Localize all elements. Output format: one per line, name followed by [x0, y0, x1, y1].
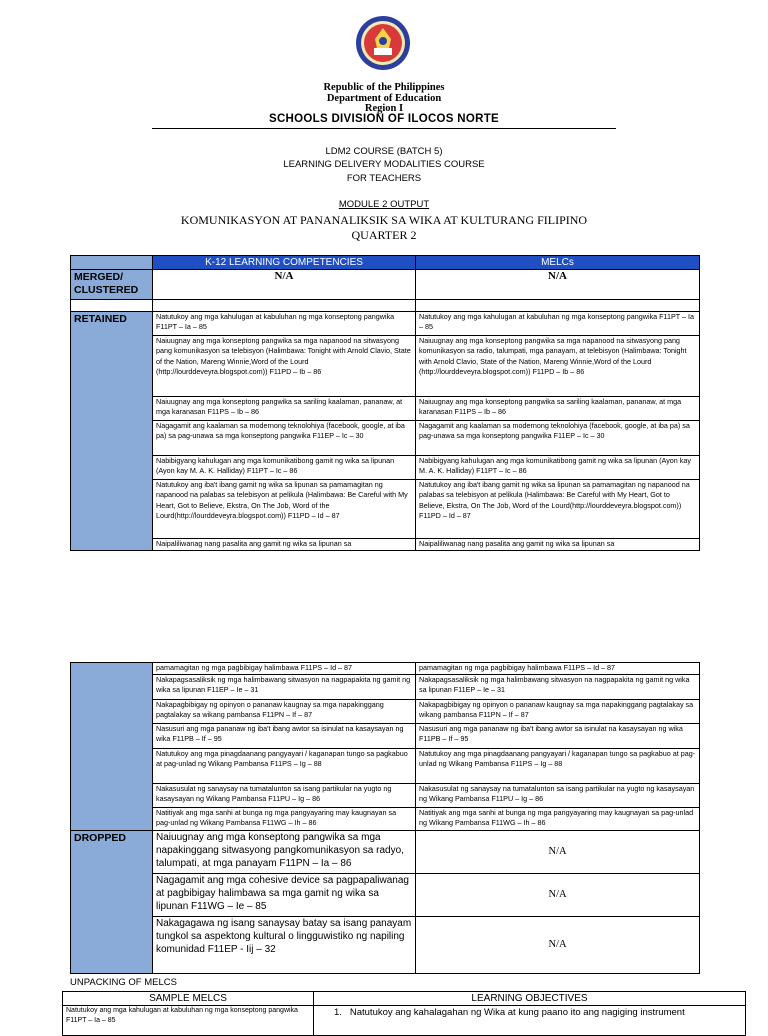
table-row: [71, 456, 700, 480]
table-row: [71, 700, 700, 724]
k12-cell: Naiuugnay ang mga konseptong pangwika sa mga napanood na sitwasyong pang komunikasyon sa telebisyon (Halimbawa: Tonight with Arnold Clavio, State of the Nation, Mareng Winnie,Word of the Lourd (http://lourddeveyra.blogspot.com)) F11PD – Ib – 86: [153, 336, 416, 397]
k12-cell: Nakagagawa ng isang sanaysay batay sa isang panayam tungkol sa aspektong kultural o lingguwistiko ng napiling komunidad F11EP - Iij – 32: [153, 917, 416, 974]
table-row: [71, 917, 700, 974]
quarter-line: QUARTER 2: [351, 228, 417, 242]
objective-text: Natutukoy ang kahalagahan ng Wika at kung paano ito ang nagiging instrument: [349, 1007, 685, 1018]
melcs-cell: Nasusuri ang mga pananaw ng iba't ibang awtor sa isinulat na kasaysayan ng wika F11PB – If – 95: [416, 724, 700, 749]
table-row: [71, 808, 700, 831]
table-row: [71, 675, 700, 700]
melcs-cell: Natutukoy ang mga pinagdaanang pangyayari / kaganapan tungo sa pagkabuo at pag-unlad ng Wikang Pambansa F11PS – Ig – 88: [416, 749, 700, 784]
table-row: [63, 1006, 746, 1036]
region-line: Region I: [364, 103, 404, 114]
k12-cell: Nakasusulat ng sanaysay na tumatalunton sa isang partikular na yugto ng kasaysayan ng Wikang Pambansa F11PU – Ig – 86: [153, 784, 416, 808]
spacer-cell: [153, 300, 416, 312]
melcs-cell: Natutukoy ang iba't ibang gamit ng wika sa lipunan sa pamamagitan ng napanood na palabas sa telebisyon at pelikula (Halimbawa: Be Careful with My Heart, Got to Believe, Ekstra, On The Job, Word of the Lourd(http://lourddeveyra.blogspot.com)) F11PD – Id – 87: [416, 480, 700, 539]
objective-cell: [314, 1006, 746, 1036]
department-line: Department of Education: [326, 93, 442, 104]
melcs-cell: Nabibigyang kahulugan ang mga komunikatibong gamit ng wika sa lipunan (Ayon kay M. A. K. Halliday) F11PT – Ic – 86: [416, 456, 700, 480]
competencies-table-continued: [70, 662, 700, 974]
table-row: [71, 784, 700, 808]
k12-cell: Natutukoy ang mga kahulugan at kabuluhan ng mga konseptong pangwika F11PT – Ia – 85: [153, 312, 416, 336]
k12-cell: Naipaliliwanag nang pasalita ang gamit ng wika sa lipunan sa: [153, 539, 416, 551]
table-row: [71, 312, 700, 336]
melcs-cell: Nagagamit ang kaalaman sa modernong teknolohiya (facebook, google, at iba pa) sa pag-unawa sa mga konseptong pangwika F11EP – Ic – 30: [416, 421, 700, 456]
k12-header: K-12 LEARNING COMPETENCIES: [153, 256, 416, 270]
merged-melcs: N/A: [416, 270, 700, 300]
k12-cell: Nagagamit ang kaalaman sa modernong teknolohiya (facebook, google, at iba pa) sa pag-unawa sa mga konseptong pangwika F11EP – Ic – 30: [153, 421, 416, 456]
spacer-cell: [71, 300, 153, 312]
merged-row: [71, 270, 700, 300]
spacer-row: [71, 300, 700, 312]
sample-melcs-header: SAMPLE MELCS: [63, 992, 314, 1006]
table-row: [71, 663, 700, 675]
melcs-cell: Nakapagsasaliksik ng mga halimbawang sitwasyon na nagpapakita ng gamit ng wika sa lipunan F11EP – Ie – 31: [416, 675, 700, 700]
sample-melc-cell: Natutukoy ang mga kahulugan at kabuluhan ng mga konseptong pangwika F11PT – Ia – 85: [63, 1006, 314, 1036]
melcs-cell: Naiuugnay ang mga konseptong pangwika sa sariling kaalaman, pananaw, at mga karanasan F11PS – Ib – 86: [416, 397, 700, 421]
objective-number: 1.: [334, 1007, 342, 1018]
melcs-cell: Nakapagbibigay ng opinyon o pananaw kaugnay sa mga napakinggang pagtalakay sa wikang pambansa F11PN – If – 87: [416, 700, 700, 724]
course-name-line: LEARNING DELIVERY MODALITIES COURSE: [283, 159, 485, 170]
k12-cell: Nakapagsasaliksik ng mga halimbawang sitwasyon na nagpapakita ng gamit ng wika sa lipunan F11EP – Ie – 31: [153, 675, 416, 700]
melcs-cell: Nakasusulat ng sanaysay na tumatalunton sa isang partikular na yugto ng kasaysayan ng Wikang Pambansa F11PU – Ig – 86: [416, 784, 700, 808]
unpacking-title: UNPACKING OF MELCS: [70, 977, 177, 988]
k12-cell: Nasusuri ang mga pananaw ng iba't ibang awtor sa isinulat na kasaysayan ng wika F11PB – If – 95: [153, 724, 416, 749]
melcs-cell: Naiuugnay ang mga konseptong pangwika sa mga napanood na sitwasyong pang komunikasyon sa radio, talumpati, mga panayam, at telebisyon (Halimbawa: Tonight with Arnold Clavio, State of the Nation, Mareng Winnie,Word of the Lourd (http://lourddeveyra.blogspot.com)) F11PD – Ib – 86: [416, 336, 700, 397]
table-header-row: [71, 256, 700, 270]
table-row: [71, 874, 700, 917]
melcs-cell: Naipaliliwanag nang pasalita ang gamit ng wika sa lipunan sa: [416, 539, 700, 551]
k12-cell: Nakapagbibigay ng opinyon o pananaw kaugnay sa mga napakinggang pagtalakay sa wikang pambansa F11PN – If – 87: [153, 700, 416, 724]
deped-seal: [355, 15, 411, 71]
retained-cont-label-cell: [71, 663, 153, 831]
melcs-cell: N/A: [416, 831, 700, 874]
retained-label: RETAINED: [71, 312, 153, 551]
subject-line: KOMUNIKASYON AT PANANALIKSIK SA WIKA AT KULTURANG FILIPINO: [180, 213, 588, 227]
k12-cell: pamamagitan ng mga pagbibigay halimbawa F11PS – Id – 87: [153, 663, 416, 675]
merged-label: MERGED/ CLUSTERED: [71, 270, 153, 300]
header-rule: [152, 128, 616, 129]
unpacking-table: [62, 991, 746, 1036]
k12-cell: Naiuugnay ang mga konseptong pangwika sa sariling kaalaman, pananaw, at mga karanasan F11PS – Ib – 86: [153, 397, 416, 421]
melcs-cell: Natitiyak ang mga sanhi at bunga ng mga pangyayaring may kaugnayan sa pag-unlad ng Wikang Pambansa F11WG – Ih – 86: [416, 808, 700, 831]
k12-cell: Natutukoy ang iba't ibang gamit ng wika sa lipunan sa pamamagitan ng napanood na palabas sa telebisyon at pelikula (Halimbawa: Be Careful with My Heart, Got to Believe, Ekstra, On The Job, Word of the Lourd(http://lourddeveyra.blogspot.com)) F11PD – Id – 87: [153, 480, 416, 539]
melcs-cell: Natutukoy ang mga kahulugan at kabuluhan ng mga konseptong pangwika F11PT – Ia – 85: [416, 312, 700, 336]
table-row: [71, 749, 700, 784]
k12-cell: Nagagamit ang mga cohesive device sa pagpapaliwanag at pagbibigay halimbawa sa mga gamit ng wika sa lipunan F11WG – Ie – 85: [153, 874, 416, 917]
table-row: [71, 724, 700, 749]
table-row: [71, 397, 700, 421]
merged-k12: N/A: [153, 270, 416, 300]
k12-cell: Natutukoy ang mga pinagdaanang pangyayari / kaganapan tungo sa pagkabuo at pag-unlad ng Wikang Pambansa F11PS – Ig – 88: [153, 749, 416, 784]
module-line: MODULE 2 OUTPUT: [338, 199, 430, 210]
dropped-label: DROPPED: [71, 831, 153, 974]
table-row: [71, 480, 700, 539]
unpacking-header-row: [63, 992, 746, 1006]
k12-cell: Natitiyak ang mga sanhi at bunga ng mga pangyayaring may kaugnayan sa pag-unlad ng Wikang Pambansa F11WG – Ih – 86: [153, 808, 416, 831]
audience-line: FOR TEACHERS: [346, 173, 422, 184]
country-line: Republic of the Philippines: [323, 82, 445, 93]
melcs-cell: N/A: [416, 917, 700, 974]
division-line: SCHOOLS DIVISION OF ILOCOS NORTE: [268, 113, 500, 125]
course-line: LDM2 COURSE (BATCH 5): [325, 146, 443, 157]
learning-objectives-header: LEARNING OBJECTIVES: [314, 992, 746, 1006]
melcs-header: MELCs: [416, 256, 700, 270]
k12-cell: Naiuugnay ang mga konseptong pangwika sa mga napakinggang sitwasyong pangkomunikasyon sa radyo, talumpati, at mga panayam F11PN – Ia – 86: [153, 831, 416, 874]
spacer-cell: [416, 300, 700, 312]
table-row: [71, 831, 700, 874]
competencies-table: [70, 255, 700, 551]
k12-cell: Nabibigyang kahulugan ang mga komunikatibong gamit ng wika sa lipunan (Ayon kay M. A. K. Halliday) F11PT – Ic – 86: [153, 456, 416, 480]
header-blank-cell: [71, 256, 153, 270]
table-row: [71, 539, 700, 551]
table-row: [71, 336, 700, 397]
table-row: [71, 421, 700, 456]
melcs-cell: N/A: [416, 874, 700, 917]
melcs-cell: pamamagitan ng mga pagbibigay halimbawa F11PS – Id – 87: [416, 663, 700, 675]
